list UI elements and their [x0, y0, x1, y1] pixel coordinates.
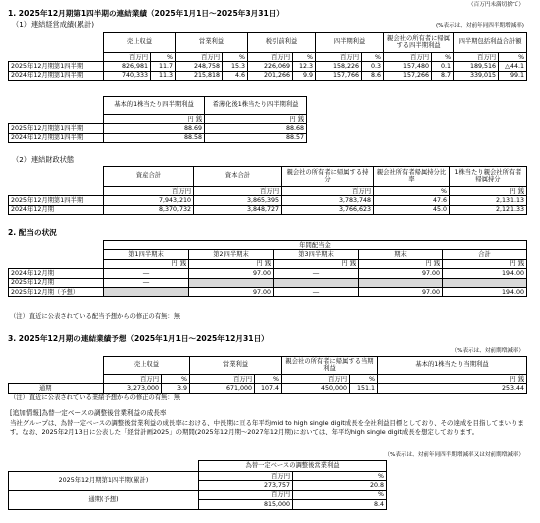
value-cell: 8,370,732: [104, 205, 194, 214]
row-label: 2024年12月期: [9, 269, 104, 278]
value-cell: 157,480: [384, 62, 432, 71]
unit-cell: %: [255, 375, 282, 384]
header-q3-end: 第3四半期末: [274, 250, 359, 259]
value-cell: 189,516: [454, 62, 499, 71]
section-5-pct-note: （%表示は、対前年同四半期増減率又は対前期増減率）: [384, 452, 524, 458]
unit-cell: 百万円: [199, 472, 293, 481]
value-cell: 88.58: [104, 133, 205, 142]
unit-cell: 百万円: [248, 53, 293, 62]
unit-cell: 円 銭: [450, 187, 527, 196]
value-cell: 97.00: [359, 287, 443, 296]
header-total-assets: 資産合計: [104, 167, 194, 187]
row-label: 2025年12月期第1四半期: [9, 124, 104, 133]
value-cell: 11.3: [151, 71, 176, 80]
unit-cell: %: [162, 375, 190, 384]
header-revenue: 売上収益: [104, 357, 190, 375]
unit-cell: %: [432, 53, 454, 62]
empty-cell: [443, 278, 527, 287]
unit-cell: 円 銭: [189, 259, 274, 268]
unit-cell: 百万円: [104, 375, 162, 384]
value-cell: ―: [104, 278, 189, 287]
corner-cell: [9, 33, 104, 53]
value-cell: 157,766: [316, 71, 362, 80]
dividends-table: [8, 240, 527, 297]
eps-table: [8, 96, 307, 143]
header-total-equity: 資本合計: [194, 167, 282, 187]
header-owner-profit: 親会社の所有者に帰属する当期利益: [282, 357, 378, 375]
table-row: [9, 124, 307, 133]
unit-cell: %: [499, 53, 527, 62]
empty-cell: [104, 287, 189, 296]
unit-cell: 円 銭: [378, 375, 527, 384]
header-year-end: 期末: [359, 250, 443, 259]
header-adjusted-operating-profit: 為替一定ベースの調整後営業利益: [199, 461, 387, 472]
empty-cell: [274, 278, 359, 287]
header-operating-profit: 営業利益: [176, 33, 248, 53]
table-row: [9, 71, 527, 80]
value-cell: 15.3: [223, 62, 248, 71]
value-cell: 97.00: [189, 269, 274, 278]
unit-cell: %: [350, 375, 378, 384]
value-cell: 2,121.33: [450, 205, 527, 214]
unit-cell: 百万円: [104, 53, 151, 62]
value-cell: 97.00: [189, 287, 274, 296]
value-cell: 7,943,210: [104, 196, 194, 205]
row-label: 2025年12月期: [9, 278, 104, 287]
value-cell: 3,865,395: [194, 196, 282, 205]
corner-cell: [9, 250, 104, 259]
unit-cell: 百万円: [384, 53, 432, 62]
row-label: 2024年12月期: [9, 205, 104, 214]
value-cell: ―: [274, 269, 359, 278]
value-cell: 273,757: [199, 481, 293, 490]
table-row: [9, 62, 527, 71]
header-bps: 1株当たり親会社所有者帰属持分: [450, 167, 527, 187]
header-owner-profit: 親会社の所有者に帰属する四半期利益: [384, 33, 454, 53]
value-cell: 815,000: [199, 500, 293, 509]
value-cell: 3,273,000: [104, 384, 162, 393]
table-row: [9, 472, 387, 481]
header-quarterly-profit: 四半期利益: [316, 33, 384, 53]
header-q1-end: 第1四半期末: [104, 250, 189, 259]
empty-cell: [189, 278, 274, 287]
value-cell: 226,069: [248, 62, 293, 71]
operating-results-table: [8, 32, 527, 81]
value-cell: 740,333: [104, 71, 151, 80]
unit-cell: 円 銭: [205, 115, 307, 124]
value-cell: ―: [104, 269, 189, 278]
row-label: 2025年12月期第1四半期: [9, 62, 104, 71]
value-cell: 99.1: [499, 71, 527, 80]
value-cell: 2,131.13: [450, 196, 527, 205]
value-cell: 20.8: [293, 481, 387, 490]
value-cell: 88.69: [104, 124, 205, 133]
forecast-footnote: （注）直近に公表されている業績予想からの修正の有無：無: [10, 394, 181, 401]
unit-row-label: [9, 115, 104, 124]
table-row: [9, 490, 387, 499]
section-1-title: 1. 2025年12月期第1四半期の連結業績（2025年1月1日～2025年3月31日）: [8, 9, 284, 18]
value-cell: 3,783,748: [282, 196, 374, 205]
header-equity-ratio: 親会社所有者帰属持分比率: [374, 167, 450, 187]
table-row: [9, 278, 527, 287]
value-cell: 3,766,623: [282, 205, 374, 214]
empty-cell: [359, 278, 443, 287]
unit-cell: %: [374, 187, 450, 196]
unit-row-label: [9, 375, 104, 384]
value-cell: 671,000: [190, 384, 255, 393]
section-3-title: 2. 配当の状況: [8, 228, 57, 237]
value-cell: 0.1: [432, 62, 454, 71]
header-diluted-eps: 希薄化後1株当たり四半期利益: [205, 97, 307, 115]
value-cell: 9.9: [293, 71, 316, 80]
unit-cell: %: [293, 490, 387, 499]
value-cell: 194.00: [443, 287, 527, 296]
section-4-pct-note: （%表示は、対前期増減率）: [451, 348, 524, 354]
corner-cell: [9, 167, 104, 187]
financial-position-table: [8, 166, 527, 215]
value-cell: 4.6: [223, 71, 248, 80]
unit-cell: 百万円: [282, 187, 374, 196]
unit-row-label: [9, 259, 104, 268]
row-label: 2025年12月期第1四半期: [9, 196, 104, 205]
unit-cell: 百万円: [190, 375, 255, 384]
corner-cell: [9, 357, 104, 375]
value-cell: 151.1: [350, 384, 378, 393]
value-cell: 45.0: [374, 205, 450, 214]
section-4-title: 3. 2025年12月期の連結業績予想（2025年1月1日～2025年12月31日）: [8, 334, 269, 343]
table-row: [9, 196, 527, 205]
header-annual-dividend: 年間配当金: [104, 241, 527, 250]
header-comprehensive-income: 四半期包括利益合計額: [454, 33, 527, 53]
value-cell: 8.4: [293, 500, 387, 509]
value-cell: 47.6: [374, 196, 450, 205]
value-cell: 450,000: [282, 384, 350, 393]
dividends-footnote: （注）直近に公表されている配当予想からの修正の有無：無: [10, 313, 181, 320]
unit-row-label: [9, 53, 104, 62]
section-5-paragraph: 当社グループは、為替一定ベースの調整後営業利益の成長率における、中長期に亘る年平均mid to high single digit成長を全社利益目標としており、その達成を目指してまいります。なお、2025年2月13日に公表した「経営計画2025」の期間(2025年12月期～2027年12月期)においては、年平均high single digit成長を想定しております。: [10, 419, 524, 436]
value-cell: 0.3: [362, 62, 384, 71]
header-operating-profit: 営業利益: [190, 357, 282, 375]
header-owner-equity: 親会社の所有者に帰属する持分: [282, 167, 374, 187]
value-cell: 201,266: [248, 71, 293, 80]
unit-cell: %: [293, 53, 316, 62]
value-cell: 8.6: [362, 71, 384, 80]
forecast-table: [8, 356, 527, 394]
row-label: 2024年12月期第1四半期: [9, 71, 104, 80]
row-label: 通期: [9, 384, 104, 393]
value-cell: 11.7: [151, 62, 176, 71]
unit-cell: 百万円: [316, 53, 362, 62]
corner-cell: [9, 241, 104, 250]
unit-row-label: [9, 187, 104, 196]
unit-cell: 円 銭: [104, 115, 205, 124]
value-cell: 215,818: [176, 71, 223, 80]
value-cell: 88.68: [205, 124, 307, 133]
row-label: 2024年12月期第1四半期: [9, 133, 104, 142]
unit-cell: 百万円: [282, 375, 350, 384]
unit-cell: 円 銭: [274, 259, 359, 268]
unit-cell: 百万円: [176, 53, 223, 62]
value-cell: 157,266: [384, 71, 432, 80]
value-cell: 194.00: [443, 269, 527, 278]
unit-cell: %: [223, 53, 248, 62]
table-row: [9, 287, 527, 296]
unit-cell: 百万円: [199, 490, 293, 499]
header-pretax-profit: 税引前利益: [248, 33, 316, 53]
header-q2-end: 第2四半期末: [189, 250, 274, 259]
header-basic-eps: 基本的1株当たり当期利益: [378, 357, 527, 375]
value-cell: △44.1: [499, 62, 527, 71]
value-cell: 12.3: [293, 62, 316, 71]
value-cell: 107.4: [255, 384, 282, 393]
constant-currency-table: [8, 460, 387, 510]
value-cell: 826,981: [104, 62, 151, 71]
unit-cell: 百万円: [194, 187, 282, 196]
row-label: 通期(予想): [9, 490, 199, 509]
value-cell: 3,848,727: [194, 205, 282, 214]
table-row: [9, 269, 527, 278]
corner-cell: [9, 97, 104, 115]
value-cell: 253.44: [378, 384, 527, 393]
section-2-title: （2）連結財政状態: [12, 155, 75, 164]
header-revenue: 売上収益: [104, 33, 176, 53]
unit-cell: 百万円: [104, 187, 194, 196]
unit-cell: 円 銭: [104, 259, 189, 268]
header-total: 合計: [443, 250, 527, 259]
unit-cell: 円 銭: [359, 259, 443, 268]
section-5-title: [追加情報]為替一定ベースの調整後営業利益の成長率: [10, 409, 167, 417]
value-cell: 97.00: [359, 269, 443, 278]
value-cell: 158,226: [316, 62, 362, 71]
value-cell: 248,758: [176, 62, 223, 71]
unit-note: （百万円未満切捨て）: [468, 2, 524, 8]
value-cell: 339,015: [454, 71, 499, 80]
section-1-pct-note: (%表示は、対前年同四半期増減率): [436, 23, 524, 29]
value-cell: 8.7: [432, 71, 454, 80]
unit-cell: 円 銭: [443, 259, 527, 268]
unit-cell: 百万円: [454, 53, 499, 62]
unit-cell: %: [293, 472, 387, 481]
header-basic-eps: 基本的1株当たり四半期利益: [104, 97, 205, 115]
value-cell: 3.9: [162, 384, 190, 393]
value-cell: 88.57: [205, 133, 307, 142]
table-row: [9, 205, 527, 214]
section-1-subtitle: （1）連結経営成績(累計): [12, 20, 95, 29]
value-cell: ―: [274, 287, 359, 296]
table-row: [9, 133, 307, 142]
row-label: 2025年12月期第1四半期(累計): [9, 472, 199, 491]
unit-cell: %: [362, 53, 384, 62]
table-row: [9, 384, 527, 393]
unit-cell: %: [151, 53, 176, 62]
row-label: 2025年12月期（予想）: [9, 287, 104, 296]
corner-cell: [9, 461, 199, 472]
